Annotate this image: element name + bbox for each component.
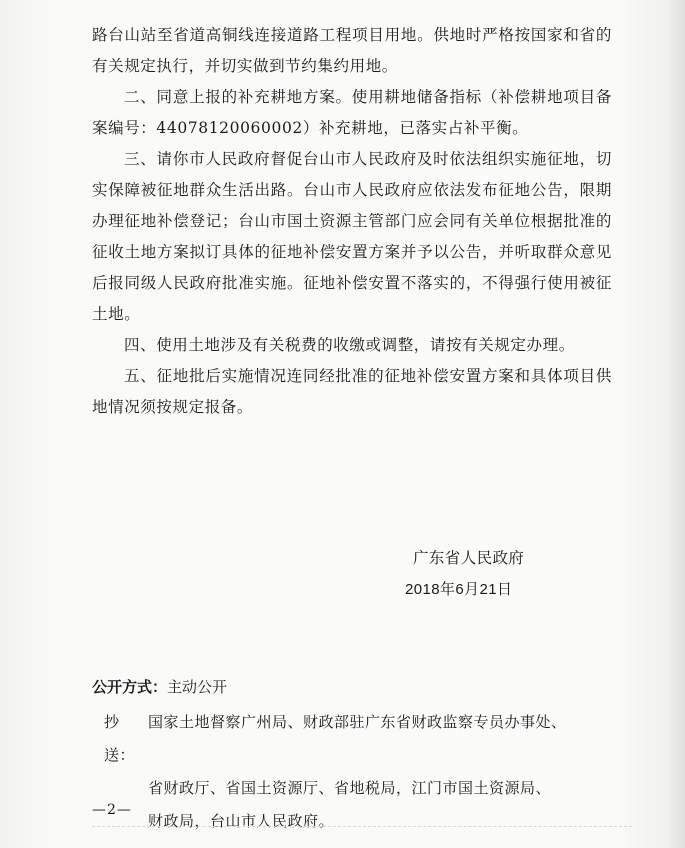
issue-date: 2018年6月21日 [405, 581, 513, 598]
paragraph-land-use: 路台山站至省道高铜线连接道路工程项目用地。供地时严格按国家和省的有关规定执行，并切实做到节约集约用地。 [92, 26, 612, 75]
cc-line: 省财政厅、省国土资源厅、省地税局，江门市国土资源局、 [148, 779, 552, 797]
disclosure-method [92, 676, 227, 697]
signature-block [405, 542, 524, 606]
document-body [92, 20, 612, 423]
cc-line: 财政局，台山市人民政府。 [148, 812, 335, 830]
cc-line: 国家土地督察广州局、财政部驻广东省财政监察专员办事处、 [148, 713, 567, 731]
cc-row-first [104, 706, 614, 772]
disclosure-value: 主动公开 [167, 678, 228, 696]
cc-label: 抄送： [104, 713, 136, 764]
issuer-name: 广东省人民政府 [413, 549, 525, 567]
page-edge-shadow [667, 0, 685, 848]
paragraph-item-5: 五、征地批后实施情况连同经批准的征地补偿安置方案和具体项目供地情况须按规定报备。 [92, 367, 612, 416]
page-number: —2— [92, 802, 132, 818]
paragraph-item-4: 四、使用土地涉及有关税费的收缴或调整，请按有关规定办理。 [124, 336, 575, 354]
paragraph-item-2: 二、同意上报的补充耕地方案。使用耕地储备指标（补偿耕地项目备案编号：44078120060002）补充耕地，已落实占补平衡。 [92, 88, 612, 137]
cc-list [104, 706, 614, 838]
disclosure-label: 公开方式： [92, 678, 168, 696]
footer-divider [92, 826, 632, 827]
paragraph-item-3: 三、请你市人民政府督促台山市人民政府及时依法组织实施征地，切实保障被征地群众生活出路。台山市人民政府应依法发布征地公告，限期办理征地补偿登记；台山市国土资源主管部门应会同有关单位根据批准的征收土地方案拟订具体的征地补偿安置方案并予以公告，并听取群众意见后报同级人民政府批准实施。征地补偿安置不落实的，不得强行使用被征土地。 [92, 150, 612, 323]
